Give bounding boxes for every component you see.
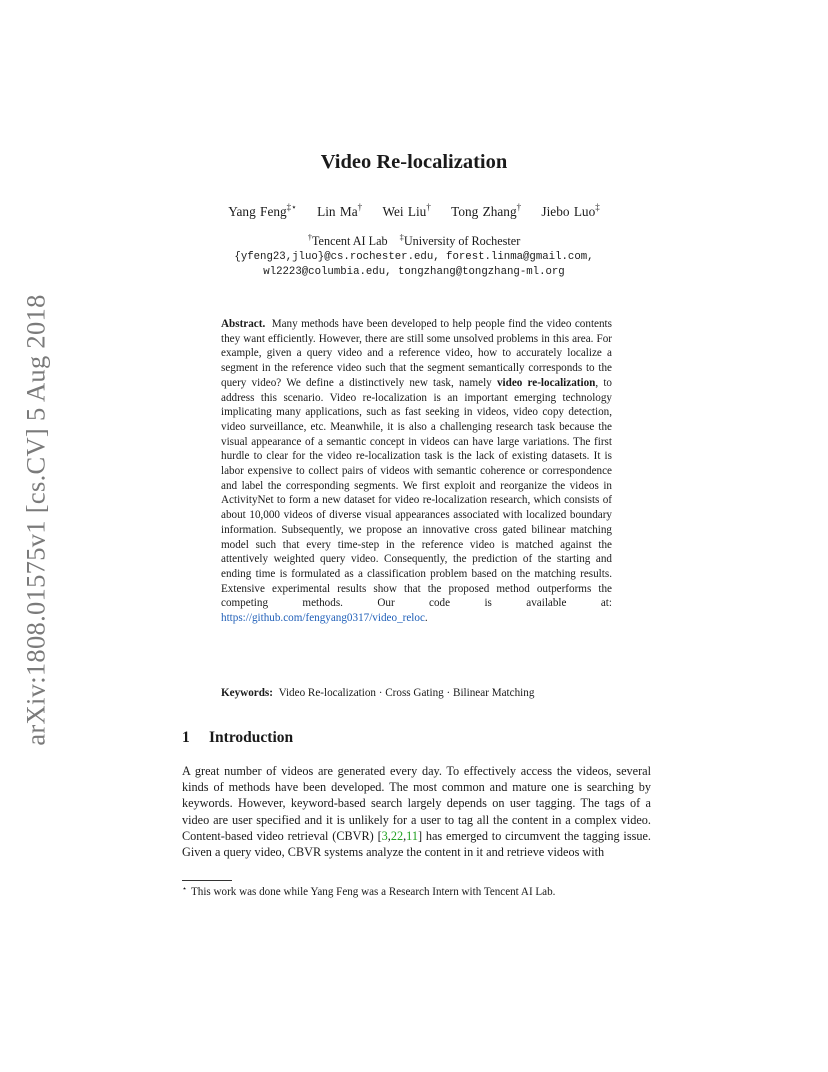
- abstract: [221, 317, 612, 626]
- code-link[interactable]: https://github.com/fengyang0317/video_reloc: [221, 612, 425, 625]
- footnote-divider: [182, 880, 232, 881]
- author-mark: †: [426, 202, 431, 212]
- affiliation-mark: †: [307, 232, 312, 242]
- author: [228, 204, 297, 219]
- email-line: {yfeng23,jluo}@cs.rochester.edu, forest.linma@gmail.com,: [234, 251, 594, 263]
- author-mark: ‡: [595, 202, 600, 212]
- section-title: Introduction: [209, 729, 294, 746]
- affiliation-name: University of Rochester: [403, 234, 521, 248]
- author: [317, 204, 362, 219]
- abstract-text: Many methods have been developed to help people find the video contents they want efficiently. However, there are still some unsolved problems in this area. For example, given a query video and a reference video, how to accurately localize a segment in the reference video such that the segment semantically corresponds to the query video? We define a distinctively new task, namely: [221, 318, 612, 389]
- author-mark: †: [357, 202, 363, 212]
- intro-text-continued: ] has emerged to circumvent the tagging issue. Given a query video, CBVR systems analyze the content in it and retrieve videos with: [182, 828, 651, 860]
- affiliation-mark: ‡: [399, 232, 404, 242]
- intro-paragraph: A great number of videos are generated every day. To effectively access the videos, several kinds of methods have been developed. The most common and mature one is searching by keywords. However, keyword-based search largely depends on user tagging. The tags of a video are user specified and it is unlikely for a user to tag all the content in a complex video. Content-based video retrieval (CBVR) [3,22,11] has emerged to circumvent the tagging issue. Given a query video, CBVR systems analyze the content in it and retrieve videos with: [182, 764, 651, 860]
- email-line: wl2223@columbia.edu, tongzhang@tongzhang-ml.org: [263, 266, 565, 278]
- author-mark: †: [516, 202, 522, 212]
- section-number: 1: [182, 729, 190, 746]
- paper-title: Video Re-localization: [320, 151, 508, 173]
- footnote: [182, 886, 555, 898]
- intro-text: A great number of videos are generated every day. To effectively access the videos, several kinds of methods have been developed. The most common and mature one is searching by keywords. However, keyword-based search largely depends on user tagging. The tags of a video are user specified and it is unlikely for a user to tag all the content in a complex video. Content-based video retrieval (CBVR) [: [182, 764, 651, 843]
- author: [382, 204, 430, 219]
- affiliation: [400, 234, 521, 248]
- keywords: [221, 687, 612, 699]
- citation-link[interactable]: 22: [390, 828, 404, 843]
- abstract-label: Abstract.: [221, 318, 266, 330]
- abstract-emphasis: video re-localization: [496, 376, 596, 389]
- author-name: Tong Zhang: [451, 204, 517, 219]
- author: [451, 204, 521, 219]
- author-name: Lin Ma: [317, 204, 358, 219]
- citation-link[interactable]: 11: [406, 828, 418, 843]
- author-name: Jiebo Luo: [541, 204, 596, 219]
- author-name: Yang Feng: [228, 204, 287, 219]
- citation-link[interactable]: 3: [381, 828, 388, 843]
- abstract-text-continued: , to address this scenario. Video re-localization is an important emerging technology implicating many applications, such as fast seeking in videos, video copy detection, video surveillance, etc. Meanwhile, it is also a challenging research task because the visual appearance of a semantic concept in videos can have large variations. The first hurdle to clear for the video re-localization task is the lack of existing datasets. It is labor expensive to collect pairs of videos with semantic coherence or correspondence and label the corresponding segments. We first exploit and reorganize the videos in ActivityNet to form a new dataset for video re-localization research, which consists of about 10,000 videos of diverse visual appearances associated with localized boundary information. Subsequently, we propose an innovative cross gated bilinear matching model such that every time-step in the reference video is matched against the attentively weighted query video. Consequently, the prediction of the starting and ending time is formulated as a classification problem based on the matching results. Extensive experimental results show that the proposed method outperforms the competing methods. Our code is available at:: [221, 376, 612, 610]
- affiliation: [308, 234, 388, 248]
- author: [541, 204, 599, 219]
- affiliations: [0, 234, 828, 249]
- keywords-text: Video Re-localization · Cross Gating · Bilinear Matching: [278, 687, 535, 699]
- footnote-mark: ⋆: [182, 884, 188, 893]
- affiliation-name: Tencent AI Lab: [311, 234, 388, 248]
- author-name: Wei Liu: [382, 204, 427, 219]
- author-mark: ‡⋆: [286, 202, 297, 212]
- keywords-label: Keywords:: [221, 687, 273, 699]
- abstract-end: .: [424, 612, 428, 625]
- footnote-text: This work was done while Yang Feng was a Research Intern with Tencent AI Lab.: [191, 886, 556, 898]
- author-list: [0, 204, 828, 220]
- arxiv-identifier-stamp: arXiv:1808.01575v1 [cs.CV] 5 Aug 2018: [20, 294, 51, 746]
- section-heading: [182, 729, 293, 747]
